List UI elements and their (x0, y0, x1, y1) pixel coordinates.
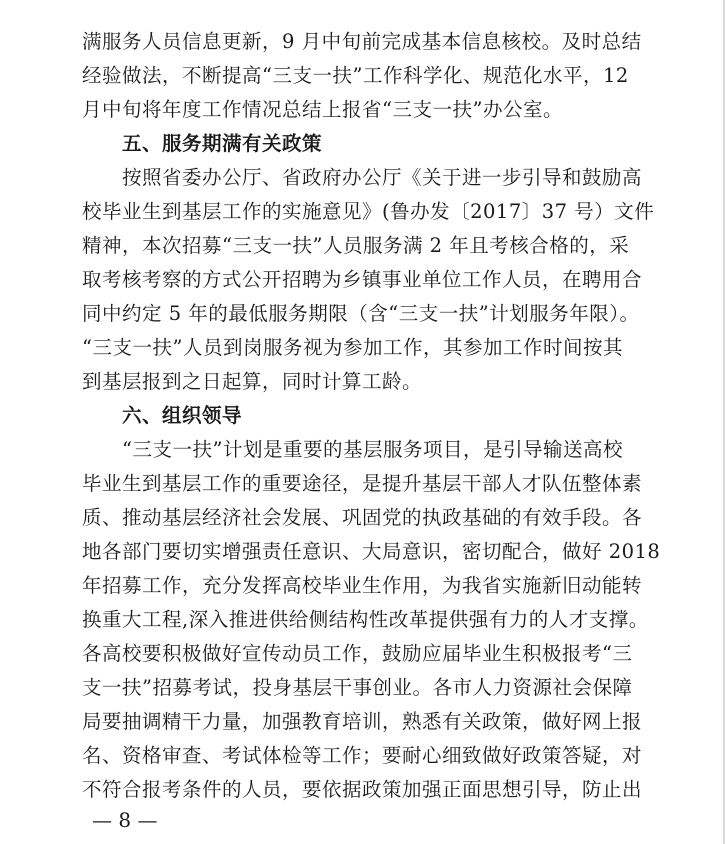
paragraph-line: 经验做法，不断提高“三支一扶”工作科学化、规范化水平，12 (82, 64, 629, 87)
paragraph-line: 取考核考察的方式公开招聘为乡镇事业单位工作人员，在聘用合 (82, 268, 643, 291)
paragraph-line: 精神，本次招募“三支一扶”人员服务满 2 年且考核合格的，采 (82, 234, 630, 257)
paragraph-line: “三支一扶”计划是重要的基层服务项目，是引导输送高校 (122, 438, 623, 461)
paragraph-line: 到基层报到之日起算，同时计算工龄。 (82, 370, 423, 393)
paragraph-line: 换重大工程,深入推进供给侧结构性改革提供强有力的人才支撑。 (82, 608, 649, 631)
paragraph-line: “三支一扶”人员到岗服务视为参加工作，其参加工作时间按其 (82, 336, 623, 359)
section-heading-6: 六、组织领导 (122, 404, 243, 427)
paragraph-line: 质、推动基层经济社会发展、巩固党的执政基础的有效手段。各 (82, 506, 643, 529)
paragraph-line: 月中旬将年度工作情况总结上报省“三支一扶”办公室。 (82, 98, 563, 121)
paragraph-line: 按照省委办公厅、省政府办公厅《关于进一步引导和鼓励高 (122, 166, 643, 189)
paragraph-line: 地各部门要切实增强责任意识、大局意识，密切配合，做好 2018 (82, 540, 661, 563)
section-heading-5: 五、服务期满有关政策 (122, 132, 323, 155)
paragraph-line: 支一扶”招募考试，投身基层干事创业。各市人力资源社会保障 (82, 676, 633, 699)
page-number: — 8 — (92, 808, 158, 832)
paragraph-line: 名、资格审查、考试体检等工作；要耐心细致做好政策答疑，对 (82, 744, 643, 767)
paragraph-line: 校毕业生到基层工作的实施意见》(鲁办发〔2017〕37 号）文件 (82, 200, 655, 223)
paragraph-line: 满服务人员信息更新，9 月中旬前完成基本信息核校。及时总结 (82, 30, 642, 53)
paragraph-line: 年招募工作，充分发挥高校毕业生作用，为我省实施新旧动能转 (82, 574, 643, 597)
paragraph-line: 同中约定 5 年的最低服务期限（含“三支一扶”计划服务年限）。 (82, 302, 640, 325)
paragraph-line: 毕业生到基层工作的重要途径，是提升基层干部人才队伍整体素 (82, 472, 643, 495)
paragraph-line: 局要抽调精干力量，加强教育培训，熟悉有关政策，做好网上报 (82, 710, 643, 733)
paragraph-line: 各高校要积极做好宣传动员工作，鼓励应届毕业生积极报考“三 (82, 642, 633, 665)
paragraph-line: 不符合报考条件的人员，要依据政策加强正面思想引导，防止出 (82, 778, 643, 801)
